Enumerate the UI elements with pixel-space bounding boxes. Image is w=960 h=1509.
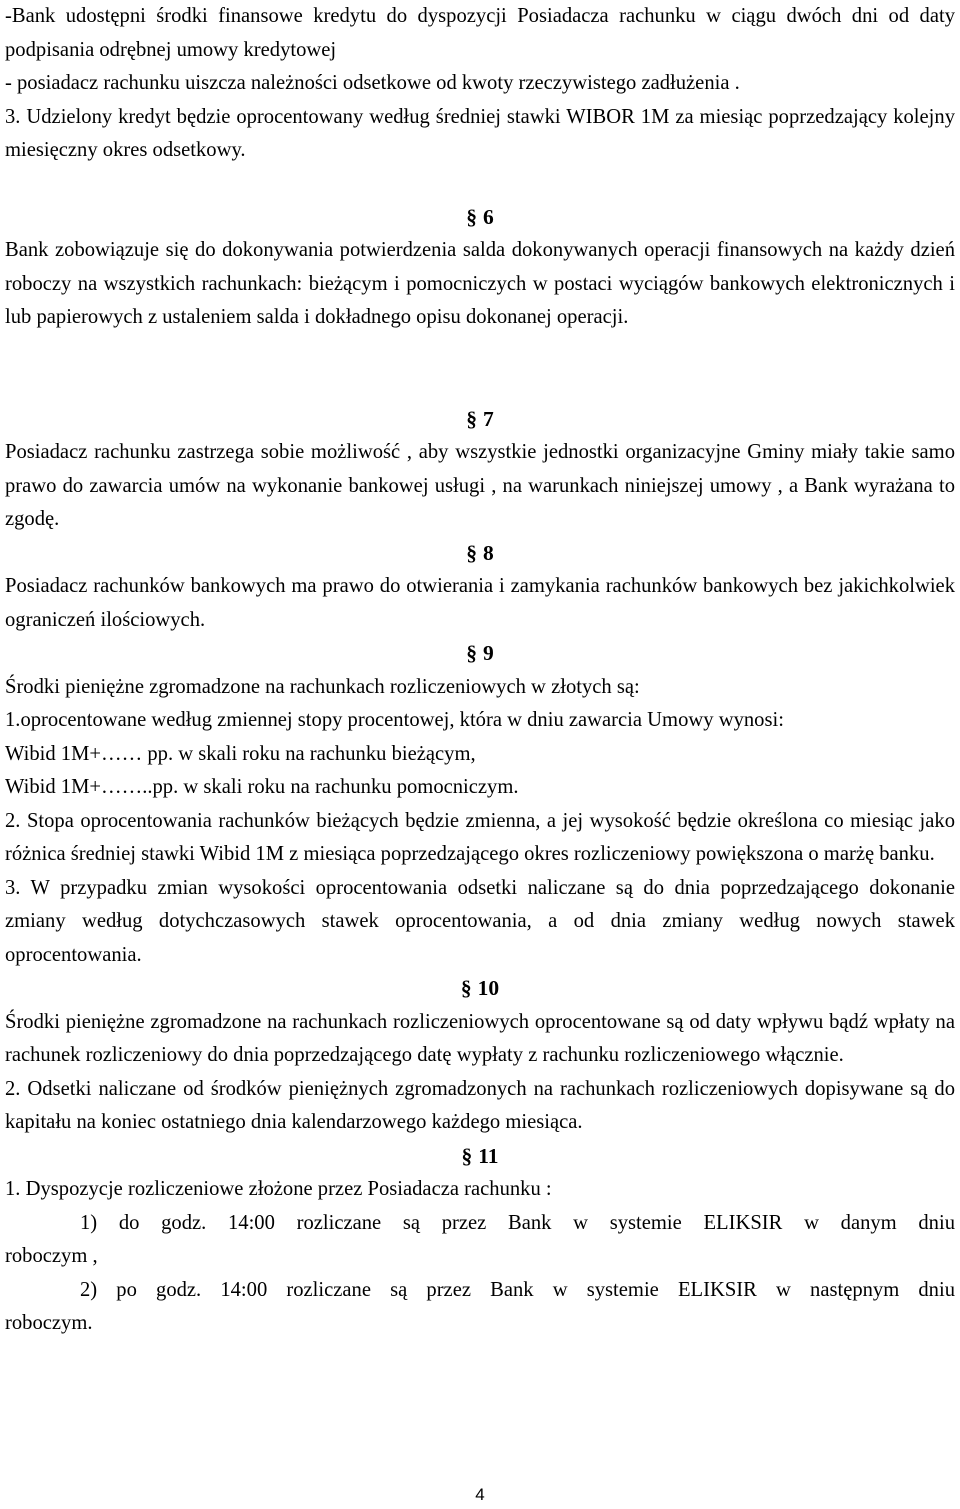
section-8-text: Posiadacz rachunków bankowych ma prawo do otwierania i zamykania rachunków bankowych bez jakichkolwiek ograniczeń ilościowych. <box>5 575 955 631</box>
section-11-sub-1: 1) do godz. 14:00 rozliczane są przez Bank w systemie ELIKSIR w danym dniu <box>80 1211 955 1234</box>
section-number: 11 <box>478 1143 499 1168</box>
section-heading-10 <box>5 972 955 1006</box>
section-number: 6 <box>483 204 494 229</box>
section-symbol: § <box>466 204 477 229</box>
section-heading-9 <box>5 637 955 671</box>
section-11-intro: 1. Dyspozycje rozliczeniowe złożone przez Posiadacza rachunku : <box>5 1178 552 1200</box>
section-heading-11 <box>5 1140 955 1174</box>
section-symbol: § <box>460 976 472 1000</box>
section-9-item-3: 3. W przypadku zmian wysokości oprocentowania odsetki naliczane są do dnia poprzedzającego dokonanie zmiany według dotychczasowych stawek oprocentowania, a od dnia zmiany według nowych stawek oprocentowania. <box>5 876 955 966</box>
spacer <box>5 335 955 403</box>
section-number: 7 <box>483 406 494 431</box>
section-heading-7 <box>5 403 955 437</box>
page-number: 4 <box>475 1485 485 1504</box>
section-9-wibid-current: Wibid 1M+…… pp. w skali roku na rachunku bieżącym, <box>5 742 476 765</box>
paragraph-credit-availability: -Bank udostępni środki finansowe kredytu do dyspozycji Posiadacza rachunku w ciągu dwóch dni od daty podpisania odrębnej umowy kredytowej <box>5 5 955 61</box>
section-9-intro: Środki pieniężne zgromadzone na rachunkach rozliczeniowych w złotych są: <box>5 675 640 698</box>
section-symbol: § <box>461 1143 473 1168</box>
section-10-text: Środki pieniężne zgromadzone na rachunkach rozliczeniowych oprocentowane są od daty wpływu bądź wpłaty na rachunek rozliczeniowy do dnia poprzedzającego datę wypłaty z rachunku rozliczeniowego włącznie. <box>5 1010 955 1066</box>
section-number: 10 <box>477 976 500 1000</box>
section-heading-6 <box>5 201 955 235</box>
paragraph-credit-interest: 3. Udzielony kredyt będzie oprocentowany według średniej stawki WIBOR 1M za miesiąc poprzedzający kolejny miesięczny okres odsetkowy. <box>5 105 955 161</box>
section-symbol: § <box>466 641 477 665</box>
document-page <box>5 0 955 1341</box>
section-symbol: § <box>466 540 477 565</box>
section-7-text: Posiadacz rachunku zastrzega sobie możliwość , aby wszystkie jednostki organizacyjne Gminy miały takie samo prawo do zawarcia umów na wykonanie bankowej usługi , na warunkach niniejszej umowy , a Bank wyrażana to zgodę. <box>5 441 955 530</box>
spacer <box>5 168 955 201</box>
paragraph-interest-payment: - posiadacz rachunku uiszcza należności odsetkowe od kwoty rzeczywistego zadłużenia . <box>5 72 740 94</box>
section-11-sub-2-continued: roboczym. <box>5 1312 93 1334</box>
section-9-wibid-auxiliary: Wibid 1M+……..pp. w skali roku na rachunku pomocniczym. <box>5 776 519 798</box>
section-11-sub-1-continued: roboczym , <box>5 1245 98 1267</box>
section-symbol: § <box>466 406 477 431</box>
section-number: 8 <box>483 540 494 565</box>
section-6-text: Bank zobowiązuje się do dokonywania potwierdzenia salda dokonywanych operacji finansowych na każdy dzień roboczy na wszystkich rachunkach: bieżącym i pomocniczych w postaci wyciągów bankowych elektronicznych i lub papierowych z ustaleniem salda i dokładnego opisu dokonanej operacji. <box>5 239 955 328</box>
section-9-item-2: 2. Stopa oprocentowania rachunków bieżących będzie zmienna, a jej wysokość będzie określona co miesiąc jako różnica średniej stawki Wibid 1M z miesiąca poprzedzającego okres rozliczeniowy powiększona o marżę banku. <box>5 809 955 865</box>
section-11-sub-2: 2) po godz. 14:00 rozliczane są przez Bank w systemie ELIKSIR w następnym dniu <box>80 1278 955 1301</box>
section-heading-8 <box>5 537 955 571</box>
section-10-item-2: 2. Odsetki naliczane od środków pieniężnych zgromadzonych na rachunkach rozliczeniowych dopisywane są do kapitału na koniec ostatniego dnia kalendarzowego każdego miesiąca. <box>5 1077 955 1133</box>
section-number: 9 <box>483 641 494 665</box>
section-9-item-1: 1.oprocentowane według zmiennej stopy procentowej, która w dniu zawarcia Umowy wynosi: <box>5 709 784 731</box>
